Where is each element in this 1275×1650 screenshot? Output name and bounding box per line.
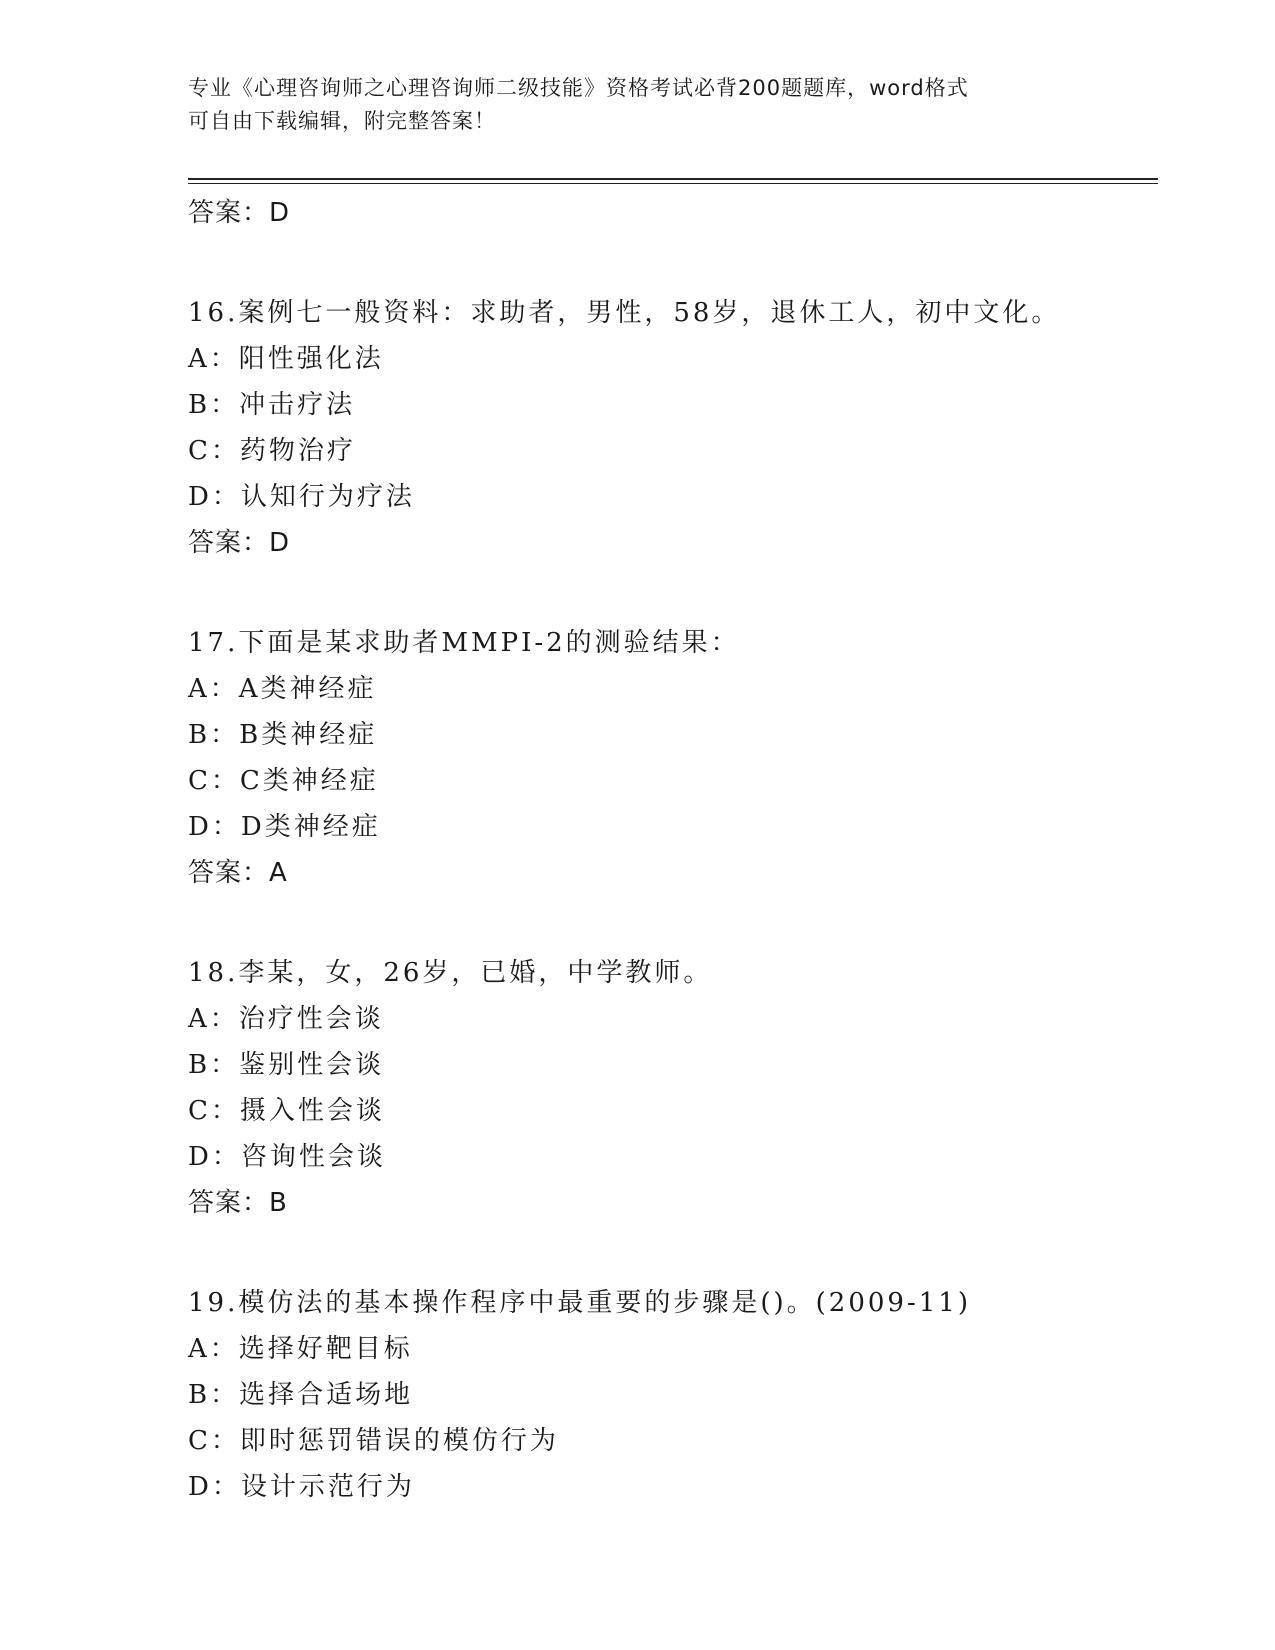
header-title-line-1: 专业《心理咨询师之心理咨询师二级技能》资格考试必背200题题库，word格式	[188, 76, 969, 100]
option-c: C：药物治疗	[188, 436, 356, 466]
option-d: D：设计示范行为	[188, 1472, 415, 1502]
question-block-19	[188, 1280, 1148, 1510]
option-d: D：咨询性会谈	[188, 1142, 386, 1172]
question-list	[188, 190, 1148, 1510]
question-text: 18.李某，女，26岁，已婚，中学教师。	[188, 958, 713, 988]
question-text: 17.下面是某求助者MMPI-2的测验结果：	[188, 628, 740, 658]
answer-line: 答案：B	[188, 1188, 288, 1218]
option-d: D：D类神经症	[188, 812, 381, 842]
option-d: D：认知行为疗法	[188, 482, 415, 512]
option-b: B：冲击疗法	[188, 390, 356, 420]
question-block-18	[188, 950, 1148, 1226]
option-c: C：即时惩罚错误的模仿行为	[188, 1426, 559, 1456]
option-a: A：A类神经症	[188, 674, 377, 704]
answer-line: 答案：D	[188, 528, 291, 558]
header-divider-thick	[188, 178, 1158, 180]
option-a: A：阳性强化法	[188, 344, 384, 374]
question-text: 19.模仿法的基本操作程序中最重要的步骤是()。(2009-11)	[188, 1288, 971, 1318]
option-c: C：C类神经症	[188, 766, 379, 796]
option-b: B：B类神经症	[188, 720, 378, 750]
question-block-17	[188, 620, 1148, 896]
header-title-line-2: 可自由下载编辑，附完整答案！	[188, 109, 496, 133]
page-header	[188, 72, 1088, 138]
question-text: 16.案例七一般资料：求助者，男性，58岁，退休工人，初中文化。	[188, 298, 1061, 328]
option-c: C：摄入性会谈	[188, 1096, 385, 1126]
question-block-16	[188, 290, 1148, 566]
answer-line: 答案：D	[188, 198, 291, 228]
option-b: B：鉴别性会谈	[188, 1050, 385, 1080]
option-a: A：治疗性会谈	[188, 1004, 384, 1034]
header-divider-thin	[188, 183, 1158, 184]
answer-line: 答案：A	[188, 858, 288, 888]
option-b: B：选择合适场地	[188, 1380, 414, 1410]
option-a: A：选择好靶目标	[188, 1334, 413, 1364]
